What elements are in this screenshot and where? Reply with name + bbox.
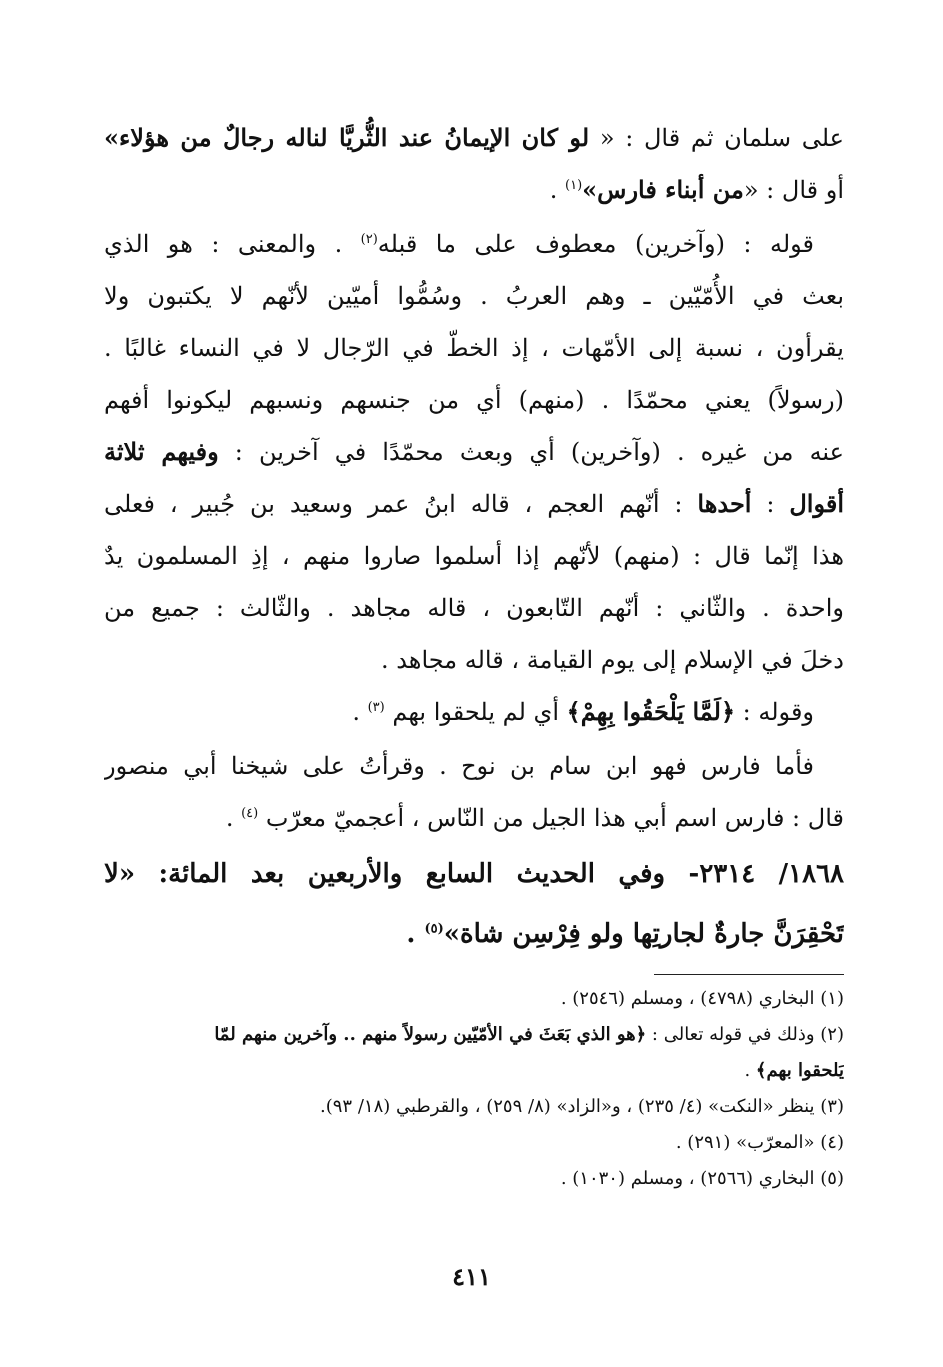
text-run: فأما فارس فهو ابن سام بن نوح . وقرأتُ على شيخنا أبي منصور [104,752,814,780]
footnote-marker: (١) [565,178,583,193]
body-line [104,634,844,686]
hadith-heading-line-2-after: . [406,919,425,949]
bold-text: من أبناء فارس» [582,175,744,204]
text-run: . [225,804,242,832]
footnote-quran-text: ﴿هو الذي بَعَثَ في الأمّيّين رسولاً منهم .. وآخرين منهم لمّا [214,1024,647,1045]
page-number: ٤١١ [452,1262,491,1291]
footnotes [104,981,844,1197]
hadith-heading-line-2 [104,904,844,964]
body-line [104,582,844,634]
footnote-5: (٥) البخاري (٢٥٦٦) ، ومسلم (١٠٣٠) . [560,1168,844,1189]
text-run: واحدة . والثّاني : أنّهم التّابعون ، قاله مجاهد . والثّالث : جميع من [104,594,844,622]
bold-text: لو كان الإيمانُ عند الثُّريَّا لناله رجالٌ من هؤلاء» [104,123,590,152]
body-line [104,740,844,792]
text-run: يقرأون ، نسبة إلى الأمّهات ، إذ الخطّ في الرّجال لا في النساء غالبًا . [104,334,844,362]
footnote-quran-text: يَلحقوا بهم﴾ [755,1060,844,1081]
bold-text: ﴿لَمَّا يَلْحَقُوا بِهِمْ﴾ [566,697,736,726]
text-run: وقوله : [735,698,814,726]
text-run: على سلمان ثم قال : « [589,124,844,152]
text-run: . [549,176,566,204]
footnote-marker: (٣) [367,700,385,715]
text-run: قوله : (وآخرين) معطوف على ما قبله [377,230,814,258]
body-line [104,112,844,164]
body-line [104,792,844,844]
text-run: أو قال : « [743,176,844,204]
body-line [104,426,844,478]
footnote-marker: (٢) [360,232,378,247]
footnote-1: (١) البخاري (٤٧٩٨) ، ومسلم (٢٥٤٦) . [560,988,844,1009]
text-run: قال : فارس اسم أبي هذا الجيل من النّاس ، أعجميّ معرّب [258,804,844,832]
body-line [104,270,844,322]
footnote-divider [654,974,844,975]
text-run: دخلَ في الإسلام إلى يوم القيامة ، قاله مجاهد . [380,646,844,674]
footnote-text: . [744,1060,756,1081]
body-line [104,530,844,582]
bold-text: وفيهم ثلاثة [104,437,219,466]
body-line [104,218,844,270]
hadith-heading-line-2-text: تَحْقِرَنَّ جارةٌ لجارتِها ولو فِرْسِن شاة» [443,919,844,949]
footnote-2 [104,1017,844,1053]
text-run: أي لم يلحقوا بهم [384,698,567,726]
text-run: : أنّهم العجم ، قاله ابنُ عمر وسعيد بن جُبير ، فعلى [104,490,698,518]
footnote-text: (٢) وذلك في قوله تعالى : [646,1024,844,1045]
footnote-marker: (٤) [241,806,259,821]
bold-text: أقوال [789,489,844,518]
footnote-4: (٤) «المعرّب» (٢٩١) . [675,1132,844,1153]
bold-text: أحدها [697,489,752,518]
footnote-3: (٣) ينظر «النكت» (٤/ ٢٣٥) ، و«الزاد» (٨/ ٢٥٩) ، والقرطبي (١٨/ ٩٣). [320,1096,844,1117]
body-line [104,322,844,374]
page-content [104,112,844,1197]
body-line [104,164,844,216]
body-line [104,374,844,426]
text-run: . [352,698,368,726]
text-run: هذا إنّما قال : (منهم) لأنّهم إذا أسلموا صاروا منهم ، إذِ المسلمون يدٌ [104,542,844,570]
hadith-heading-line-1: ١٨٦٨/ ٢٣١٤- وفي الحديث السابع والأربعين بعد المائة: «لا [104,859,844,889]
text-run: عنه من غيره . (وآخرين) أي وبعث محمّدًا في آخرين : [218,438,844,466]
body-text [104,112,844,844]
text-run: . والمعنى : هو الذي [104,230,361,258]
footnote-2-continuation [104,1053,844,1089]
body-line [104,686,844,738]
footnote-marker: (٥) [424,921,444,937]
text-run: بعث في الأُمّيّين ـ وهم العربُ . وسُمُّوا أميّين لأنّهم لا يكتبون ولا [104,282,844,310]
hadith-heading [104,844,844,964]
text-run: (رسولاً) يعني محمّدًا . (منهم) أي من جنسهم ونسبهم ليكونوا أفهم [104,386,844,414]
body-line [104,478,844,530]
text-run: : [751,490,790,518]
